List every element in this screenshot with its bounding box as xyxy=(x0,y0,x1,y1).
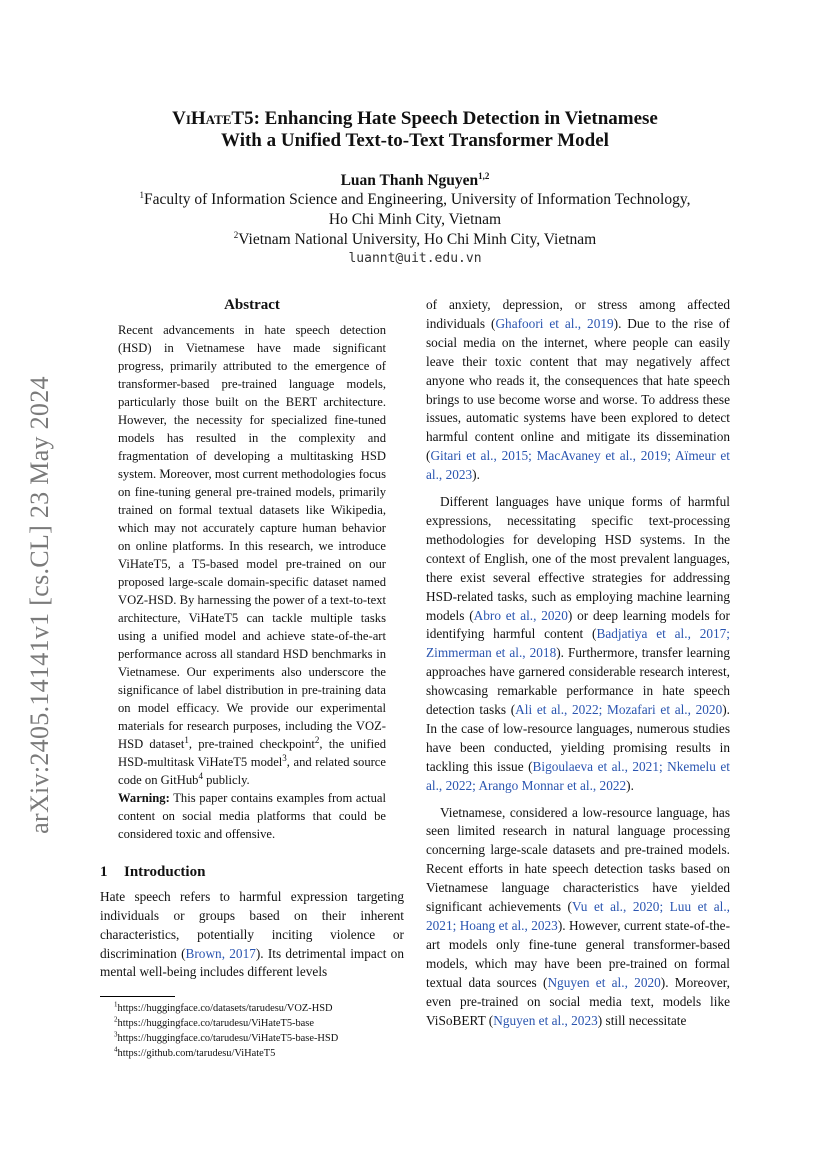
citation-link[interactable]: Gitari et al., 2015; MacAvaney et al., 2019; Aïmeur et al., 2023 xyxy=(426,448,730,483)
abstract-heading: Abstract xyxy=(224,297,280,313)
left-column xyxy=(100,296,404,1061)
abstract xyxy=(118,321,386,843)
arxiv-id: arXiv:2405.14141v1 [cs.CL] 23 May 2024 xyxy=(25,376,54,834)
citation-link[interactable]: Badjatiya et al., 2017; Zimmerman et al., 2018 xyxy=(426,626,731,661)
citation-link[interactable]: Vu et al., 2020; Luu et al., 2021; Hoang et al., 2023 xyxy=(426,899,730,933)
arxiv-sidebar xyxy=(22,355,58,855)
content-warning: Warning: This paper contains examples from actual content on social media platforms that could be considered toxic and offensive. xyxy=(118,790,386,841)
intro-paragraph-3: Vietnamese, considered a low-resource language, has seen limited research in natural language processing concerning large-scale datasets and pre-trained models. Recent efforts in hate speech detection tasks based on Vietnamese language characteristics have yielded significant achievements (Vu et al., 2020; Luu et al., 2021; Hoang et al., 2023). However, current state-of-the-art models only fine-tune general transformer-based models, which may have been pre-trained on formal textual data sources (Nguyen et al., 2020). Moreover, even pre-trained on social media text, models like ViSoBERT (Nguyen et al., 2023) still necessitate xyxy=(426,804,731,1028)
citation-link[interactable]: Abro et al., 2020 xyxy=(473,607,568,623)
author: Luan Thanh Nguyen$^{1,2}$ xyxy=(340,170,490,189)
intro-paragraph-1-cont: of anxiety, depression, or stress among affected individuals (Ghafoori et al., 2019). Due to the rise of social media on the internet, where people can easily leave their toxic content that may negatively affect anyone who reads it, the consequences that hate speech brings to use become worse and worse. To address these issues, automatic systems have been explored to detect harmful content online and mitigate its dissemination (Gitari et al., 2015; MacAvaney et al., 2019; Aïmeur et al., 2023). xyxy=(426,297,730,483)
intro-paragraph-2: Different languages have unique forms of harmful expressions, necessitating specific text-processing methodologies for developing HSD systems. In the context of English, one of the most prevalent languages, there exist several effective strategies for addressing HSD-related tasks, such as employing machine learning models (Abro et al., 2020) or deep learning models for identifying harmful content (Badjatiya et al., 2017; Zimmerman et al., 2018). Furthermore, transfer learning approaches have garnered considerable research interest, showcasing remarkable performance in hate speech detection tasks (Ali et al., 2022; Mozafari et al., 2020). In the case of low-resource languages, numerous studies have been conducted, yielding promising results in tackling this issue (Bigoulaeva et al., 2021; Nkemelu et al., 2022; Arango Monnar et al., 2022). xyxy=(426,494,731,793)
citation-link[interactable]: Nguyen et al., 2020 xyxy=(547,974,661,990)
footnote-4[interactable]: $^4$https://github.com/tarudesu/ViHateT5 xyxy=(114,1045,276,1060)
footnote-1[interactable]: $^1$https://huggingface.co/datasets/tarudesu/VOZ-HSD xyxy=(114,1000,333,1015)
author-email[interactable]: luannt@uit.edu.vn xyxy=(348,251,482,266)
affiliation-1: $^1$Faculty of Information Science and Engineering, University of Information Technology, Ho Chi Minh City, Vietnam xyxy=(139,189,691,228)
citation-link[interactable]: Brown, 2017 xyxy=(185,945,256,961)
right-column xyxy=(426,296,730,1030)
affiliation-2: $^2$Vietnam National University, Ho Chi Minh City, Vietnam xyxy=(233,229,597,248)
abstract-body: Recent advancements in hate speech detection (HSD) in Vietnamese have made significant progress, primarily attributed to the emergence of transformer-based pre-trained language models, particularly those built on the BERT architecture. However, the necessity for specialized fine-tuned models has resulted in the complexity and fragmentation of developing a multitasking HSD system. Moreover, most current methodologies focus on fine-tuning general pre-trained models, primarily trained on formal textual datasets like Wikipedia, which may not accurately capture human behavior on online platforms. In this research, we introduce ViHateT5, a T5-based model pre-trained on our proposed large-scale domain-specific dataset named VOZ-HSD. By harnessing the power of a text-to-text architecture, ViHateT5 can tackle multiple tasks using a unified model and achieve state-of-the-art performance across all standard HSD benchmarks in Vietnamese. Our experiments also underscore the significance of label distribution in pre-training data on model efficacy. We provide our experimental materials for research purposes, including the VOZ-HSD dataset$^1$, pre-trained checkpoint$^2$, the unified HSD-multitask ViHateT5 model$^3$, and related source code on GitHub$^4$ publicly. xyxy=(118,322,386,787)
intro-paragraph-1: Hate speech refers to harmful expression targeting individuals or groups based on their inherent characteristics, potentially inciting violence or discrimination (Brown, 2017). Its detrimental impact on mental well-being includes different levels xyxy=(100,888,404,980)
citation-link[interactable]: Nguyen et al., 2023 xyxy=(493,1012,598,1028)
model-name: ViHateT5 xyxy=(172,108,254,129)
footnote-2[interactable]: $^2$https://huggingface.co/tarudesu/ViHateT5-base xyxy=(114,1015,314,1030)
citation-link[interactable]: Ghafoori et al., 2019 xyxy=(495,315,614,331)
footnote-3[interactable]: $^3$https://huggingface.co/tarudesu/ViHateT5-base-HSD xyxy=(114,1030,339,1045)
citation-link[interactable]: Bigoulaeva et al., 2021; Nkemelu et al., 2022; Arango Monnar et al., 2022 xyxy=(426,758,730,793)
paper-title: ViHateT5: Enhancing Hate Speech Detection in Vietnamese With a Unified Text-to-Text Transformer Model xyxy=(172,108,658,151)
section-heading-introduction: 1 Introduction xyxy=(100,863,206,880)
citation-link[interactable]: Ali et al., 2022; Mozafari et al., 2020 xyxy=(515,702,723,718)
footnote-rule xyxy=(100,996,175,997)
paper-header xyxy=(100,108,730,266)
